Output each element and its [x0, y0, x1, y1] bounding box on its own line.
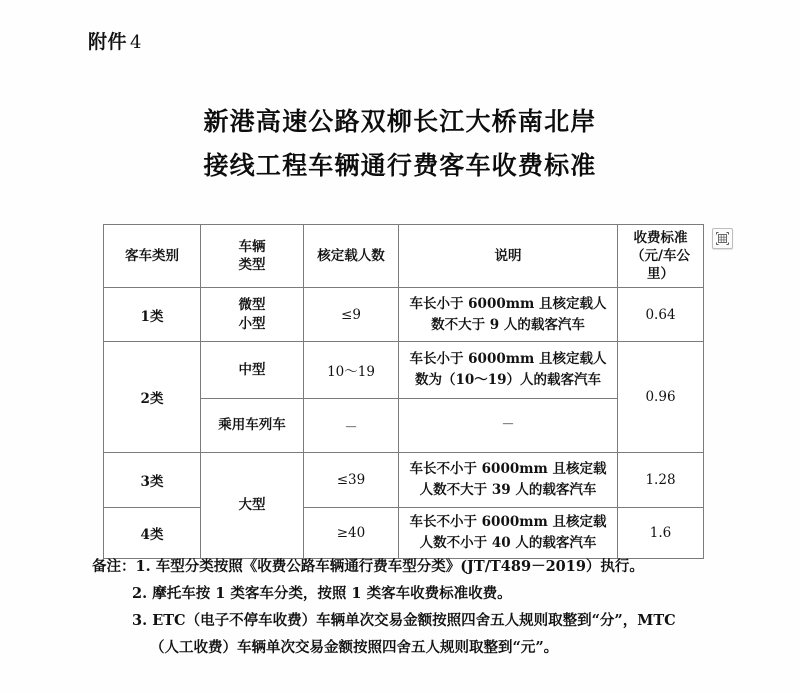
row1-vehicle-type: [201, 288, 304, 342]
note-1-text: 车型分类按照《收费公路车辆通行费车型分类》(JT/T489－2019）执行。: [155, 558, 644, 575]
row4-description-line2: 人数不大于 39 人的载客汽车: [419, 482, 597, 498]
row4-category: 3类: [104, 453, 201, 508]
header-vehicle-type-line1: 车辆: [238, 239, 266, 255]
fee-standard-table-wrapper: [103, 224, 703, 559]
note-item-2: [92, 580, 732, 607]
row1-vehicle-type-line2: 小型: [238, 315, 266, 332]
title-line-2: 接线工程车辆通行费客车收费标准: [203, 151, 597, 180]
note-1-marker: 1.: [135, 558, 151, 575]
notes-section: [92, 553, 732, 661]
note-3-text-line1: ETC（电子不停车收费）车辆单次交易金额按照四舍五人规则取整到“分”，MTC: [152, 612, 676, 629]
row2-seats: 10～19: [304, 342, 399, 399]
note-3-marker: 3.: [132, 612, 148, 629]
note-item-3: [92, 607, 732, 634]
row2-category: 2类: [104, 342, 201, 453]
row1-vehicle-type-line1: 微型: [238, 296, 266, 313]
row5-category: 4类: [104, 508, 201, 559]
table-row: [104, 453, 704, 508]
row5-description-line2: 人数不小于 40 人的载客汽车: [419, 535, 597, 551]
note-item-1: [92, 553, 732, 580]
row2-description-line1: 车长小于 6000mm 且核定载人: [409, 351, 607, 367]
header-fee-line1: 收费标准: [633, 230, 688, 246]
header-seats: 核定载人数: [304, 225, 399, 288]
header-fee-line2: （元/车公里）: [631, 248, 690, 282]
notes-label: 备注：: [92, 558, 136, 575]
fee-standard-table: [103, 224, 704, 559]
row4-seats: ≤39: [304, 453, 399, 508]
note-item-3-continued: [92, 634, 732, 661]
attachment-number: 4: [130, 32, 142, 53]
row5-seats: ≥40: [304, 508, 399, 559]
row5-description-line1: 车长不小于 6000mm 且核定载: [409, 514, 607, 530]
note-2-marker: 2.: [132, 585, 148, 602]
row3-vehicle-type: 乘用车列车: [201, 399, 304, 453]
row2-vehicle-type: 中型: [201, 342, 304, 399]
row1-fee: 0.64: [618, 288, 704, 342]
row5-fee: 1.6: [618, 508, 704, 559]
row3-description: －: [399, 399, 618, 453]
table-grid-icon[interactable]: [712, 228, 733, 249]
row1-seats: ≤9: [304, 288, 399, 342]
row2-fee: 0.96: [618, 342, 704, 453]
row4-vehicle-type: 大型: [201, 453, 304, 559]
row1-description: [399, 288, 618, 342]
row5-description: [399, 508, 618, 559]
note-2-text: 摩托车按 1 类客车分类，按照 1 类客车收费标准收费。: [152, 585, 512, 602]
header-vehicle-type: [201, 225, 304, 288]
header-fee: [618, 225, 704, 288]
header-category: 客车类别: [104, 225, 201, 288]
row3-seats: －: [304, 399, 399, 453]
note-3-text-line2: （人工收费）车辆单次交易金额按照四舍五人规则取整到“元”。: [150, 639, 559, 656]
row1-category: 1类: [104, 288, 201, 342]
title-line-1: 新港高速公路双柳长江大桥南北岸: [203, 107, 597, 136]
row2-description-line2: 数为（10～19）人的载客汽车: [414, 372, 602, 388]
table-row: [104, 342, 704, 399]
table-header-row: [104, 225, 704, 288]
header-vehicle-type-line2: 类型: [238, 257, 266, 273]
row1-description-line1: 车长小于 6000mm 且核定载人: [409, 295, 607, 312]
row4-description: [399, 453, 618, 508]
row4-fee: 1.28: [618, 453, 704, 508]
table-row: [104, 288, 704, 342]
attachment-label-text: 附件: [88, 31, 128, 53]
row1-description-line2: 数不大于 9 人的载客汽车: [431, 316, 585, 333]
table-row: [104, 508, 704, 559]
row4-description-line1: 车长不小于 6000mm 且核定载: [409, 461, 607, 477]
page-title: [0, 100, 800, 188]
header-description: 说明: [399, 225, 618, 288]
row2-description: [399, 342, 618, 399]
attachment-label: [88, 27, 142, 54]
